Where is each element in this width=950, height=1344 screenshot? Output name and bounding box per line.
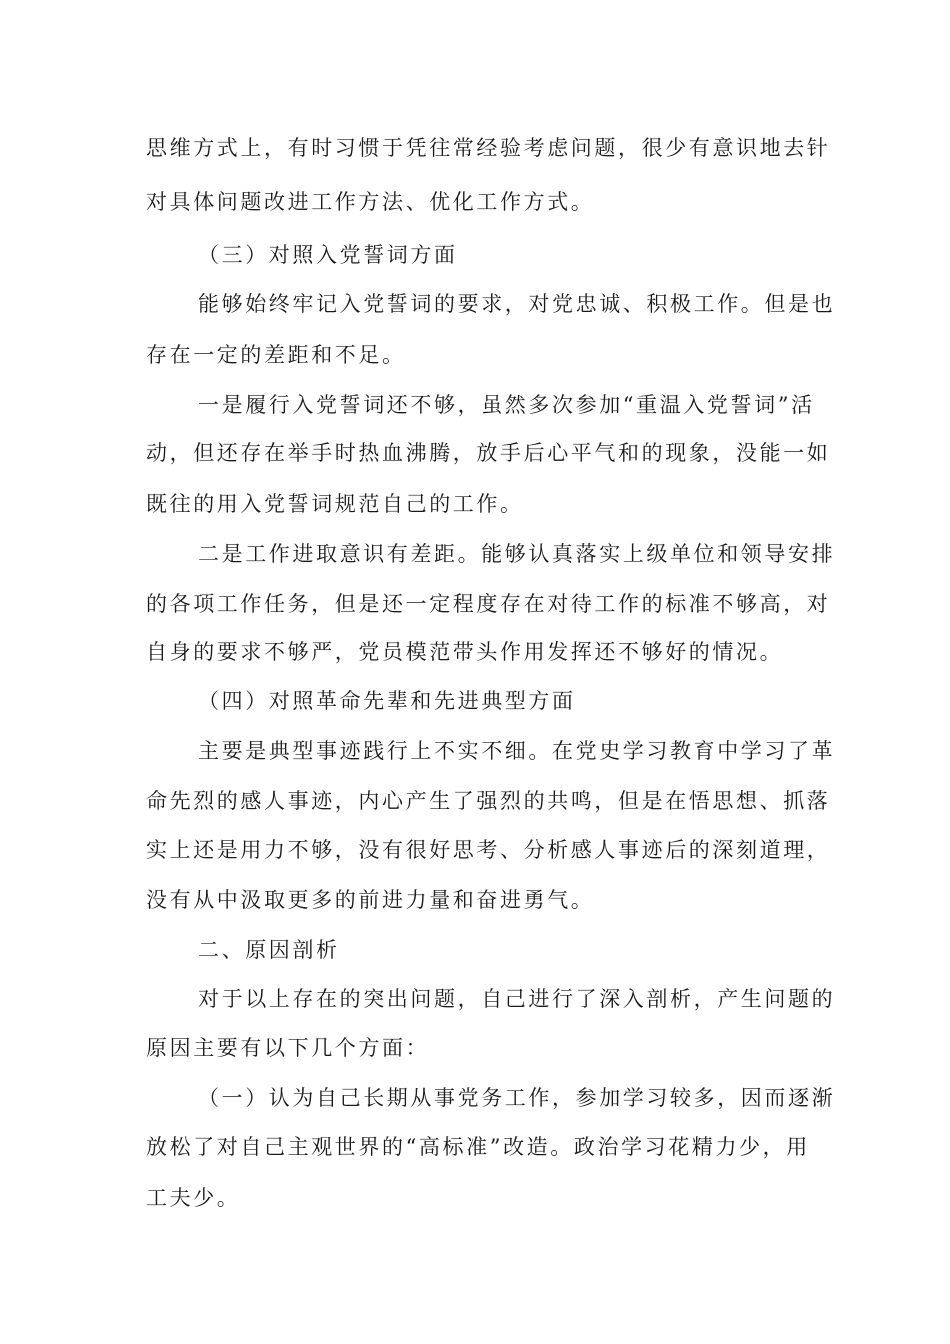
body-text-line: 的各项工作任务，但是还一定程度存在对待工作的标准不够高，对 (146, 592, 831, 616)
body-text-line: 自身的要求不够严，党员模范带头作用发挥还不够好的情况。 (146, 640, 784, 664)
body-text-line: 既往的用入党誓词规范自己的工作。 (146, 492, 524, 516)
body-text-line: 放松了对自己主观世界的“高标准”改造。政治学习花精力少，用 (146, 1135, 810, 1159)
section-heading: （三）对照入党誓词方面 (198, 243, 458, 267)
body-text-line: 能够始终牢记入党誓词的要求，对党忠诚、积极工作。但是也 (198, 292, 836, 316)
body-text-line: 对具体问题改进工作方法、优化工作方式。 (146, 190, 595, 214)
body-text-line: 二是工作进取意识有差距。能够认真落实上级单位和领导安排 (198, 542, 836, 566)
body-text-line: 工夫少。 (146, 1186, 241, 1210)
body-text-line: 命先烈的感人事迹，内心产生了强烈的共鸣，但是在悟思想、抓落 (146, 789, 831, 813)
body-text-line: 对于以上存在的突出问题，自己进行了深入剖析，产生问题的 (198, 987, 836, 1011)
body-text-line: 思维方式上，有时习惯于凭往常经验考虑问题，很少有意识地去针 (146, 136, 831, 160)
section-heading: （四）对照革命先辈和先进典型方面 (198, 689, 576, 713)
body-text-line: 原因主要有以下几个方面： (146, 1036, 430, 1060)
body-text-line: （一）认为自己长期从事党务工作，参加学习较多，因而逐渐 (198, 1086, 836, 1110)
body-text-line: 主要是典型事迹践行上不实不细。在党史学习教育中学习了革 (198, 739, 836, 763)
body-text-line: 动，但还存在举手时热血沸腾，放手后心平气和的现象，没能一如 (146, 441, 831, 465)
section-heading: 二、原因剖析 (198, 938, 340, 962)
body-text-line: 没有从中汲取更多的前进力量和奋进勇气。 (146, 888, 595, 912)
body-text-line: 一是履行入党誓词还不够，虽然多次参加“重温入党誓词”活 (198, 393, 815, 417)
body-text-line: 存在一定的差距和不足。 (146, 343, 406, 367)
body-text-line: 实上还是用力不够，没有很好思考、分析感人事迹后的深刻道理， (146, 838, 831, 862)
